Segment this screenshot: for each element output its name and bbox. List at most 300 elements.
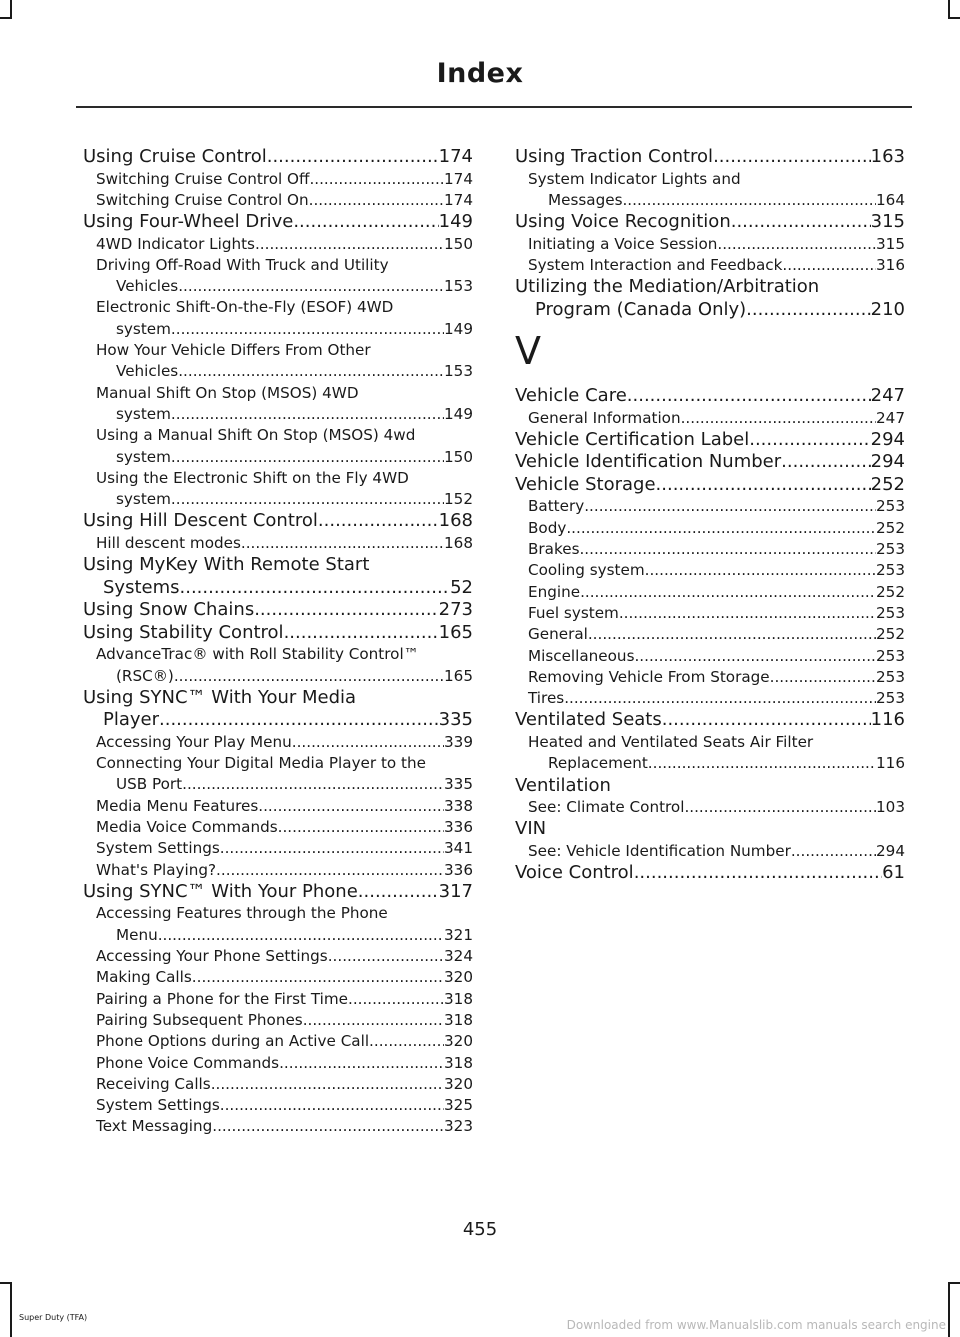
index-subentry	[83, 1010, 473, 1031]
entry-line	[528, 797, 905, 818]
index-entry	[515, 451, 905, 474]
entry-page-number: 174	[444, 190, 473, 209]
entry-label: Using Traction Control	[515, 146, 714, 167]
entry-page-number: 336	[444, 860, 473, 879]
entry-label: General Information	[528, 408, 681, 427]
dot-leader	[684, 797, 876, 818]
entry-page-number: 103	[876, 798, 905, 817]
index-subentry	[83, 732, 473, 753]
entry-line	[96, 732, 473, 753]
entry-label: Using SYNC™ With Your Media	[83, 686, 357, 708]
entry-label: (RSC®)	[116, 666, 174, 685]
entry-line	[96, 946, 473, 967]
index-subentry	[83, 838, 473, 859]
entry-line	[528, 518, 905, 539]
entry-label: Body	[528, 518, 567, 537]
dot-leader	[284, 622, 439, 645]
entry-label: Removing Vehicle From Storage	[528, 667, 770, 686]
entry-label: Utilizing the Mediation/Arbitration	[515, 276, 820, 298]
entry-page-number: 252	[876, 582, 905, 601]
index-subentry	[83, 1031, 473, 1052]
entry-page-number: 164	[876, 190, 905, 209]
entry-line	[83, 146, 473, 169]
entry-line	[96, 967, 473, 988]
entry-page-number: 149	[444, 404, 473, 423]
entry-page-number: 253	[876, 689, 905, 708]
dot-leader	[211, 1074, 444, 1095]
crop-mark	[948, 1282, 950, 1337]
entry-line	[528, 496, 905, 517]
entry-line	[96, 796, 473, 817]
entry-page-number: 338	[444, 796, 473, 815]
entry-line	[515, 474, 905, 497]
entry-label: See: Vehicle Identification Number	[528, 841, 791, 860]
watermark[interactable]: Downloaded from www.Manualslib.com manuals search engine	[566, 1318, 946, 1332]
index-subentry	[515, 646, 905, 667]
entry-line	[96, 1031, 473, 1052]
entry-label: Initiating a Voice Session	[528, 234, 718, 253]
entry-line	[528, 624, 905, 645]
dot-leader	[634, 646, 876, 667]
entry-page-number: 320	[444, 1032, 473, 1051]
entry-page-number: 316	[876, 255, 905, 274]
dot-leader	[255, 234, 444, 255]
entry-page-number: 163	[870, 146, 905, 167]
entry-label: Hill descent modes	[96, 533, 241, 552]
entry-label: Connecting Your Digital Media Player to the	[96, 754, 426, 773]
index-subentry	[83, 1116, 473, 1137]
dot-leader	[781, 451, 870, 474]
entry-line	[96, 404, 473, 425]
entry-label: Media Voice Commands	[96, 818, 278, 837]
index-subentry	[515, 688, 905, 709]
entry-page-number: 116	[876, 754, 905, 773]
entry-label: Vehicle Certification Label	[515, 428, 750, 450]
index-subentry	[83, 340, 473, 383]
entry-label: Making Calls	[96, 968, 192, 987]
entry-label: Heated and Ventilated Seats Air Filter	[528, 732, 814, 751]
entry-label: Battery	[528, 497, 585, 516]
index-entry	[83, 687, 473, 732]
entry-page-number: 320	[444, 968, 473, 987]
dot-leader	[662, 709, 871, 732]
entry-page-number: 152	[444, 490, 473, 509]
entry-line	[96, 666, 473, 687]
entry-page-number: 252	[876, 625, 905, 644]
entry-line	[96, 489, 473, 510]
entry-line	[515, 451, 905, 474]
entry-line	[528, 582, 905, 603]
entry-line	[96, 425, 473, 446]
dot-leader	[619, 603, 876, 624]
entry-label: Pairing a Phone for the First Time	[96, 989, 348, 1008]
index-subentry	[83, 989, 473, 1010]
dot-leader	[171, 489, 444, 510]
entry-label: Using Four-Wheel Drive	[83, 211, 294, 233]
entry-label: Media Menu Features	[96, 796, 259, 815]
entry-page-number: 253	[876, 497, 905, 516]
index-subentry	[83, 383, 473, 426]
dot-leader	[318, 510, 439, 533]
index-entry	[515, 211, 905, 234]
entry-page-number: 174	[444, 169, 473, 188]
index-subentry	[83, 255, 473, 298]
dot-leader	[171, 404, 444, 425]
index-subentry	[515, 624, 905, 645]
entry-label: AdvanceTrac® with Roll Stability Control™	[96, 645, 419, 664]
entry-line	[528, 667, 905, 688]
index-entry	[83, 881, 473, 904]
entry-line	[83, 577, 473, 600]
entry-line	[83, 709, 473, 732]
entry-page-number: 253	[876, 540, 905, 559]
entry-label: See: Climate Control	[528, 798, 685, 817]
index-column-left	[83, 146, 473, 1138]
entry-line	[528, 539, 905, 560]
dot-leader	[254, 599, 438, 622]
entry-page-number: 116	[870, 709, 905, 731]
index-entry	[515, 276, 905, 321]
index-entry	[515, 146, 905, 169]
entry-line	[515, 775, 905, 798]
index-subentry	[515, 518, 905, 539]
entry-page-number: 321	[444, 925, 473, 944]
entry-line	[96, 468, 473, 489]
entry-page-number: 210	[870, 298, 905, 320]
entry-page-number: 294	[876, 841, 905, 860]
entry-label: Switching Cruise Control On	[96, 190, 309, 209]
entry-line	[528, 732, 905, 753]
entry-label: Using Cruise Control	[83, 146, 267, 167]
crop-mark	[948, 17, 960, 19]
entry-page-number: 339	[444, 732, 473, 751]
index-entry	[83, 211, 473, 234]
entry-label: Using Stability Control	[83, 621, 284, 643]
entry-line	[96, 1053, 473, 1074]
entry-line	[528, 169, 905, 190]
index-subentry	[83, 860, 473, 881]
index-subentry	[515, 408, 905, 429]
dot-leader	[369, 1031, 444, 1052]
entry-label: VIN	[515, 818, 547, 840]
entry-page-number: 294	[870, 428, 905, 450]
entry-line	[528, 646, 905, 667]
dot-leader	[681, 408, 876, 429]
entry-label: Vehicle Care	[515, 385, 627, 407]
entry-line	[96, 190, 473, 211]
entry-page-number: 335	[444, 775, 473, 794]
index-subentry	[515, 797, 905, 818]
entry-page-number: 323	[444, 1117, 473, 1136]
dot-leader	[241, 533, 444, 554]
entry-page-number: 247	[870, 385, 905, 407]
entry-label: Replacement	[548, 754, 648, 773]
entry-label: Driving Off-Road With Truck and Utility	[96, 255, 389, 274]
dot-leader	[348, 989, 444, 1010]
entry-label: Program (Canada Only)	[535, 298, 747, 320]
entry-label: Manual Shift On Stop (MSOS) 4WD	[96, 383, 359, 402]
index-subentry	[83, 1074, 473, 1095]
entry-line	[96, 340, 473, 361]
dot-leader	[178, 361, 444, 382]
entry-line	[96, 753, 473, 774]
page-number: 455	[462, 1219, 498, 1240]
index-entry	[515, 385, 905, 408]
entry-line	[96, 925, 473, 946]
entry-page-number: 253	[876, 667, 905, 686]
index-subentry	[515, 582, 905, 603]
entry-page-number: 252	[870, 473, 905, 495]
entry-page-number: 149	[438, 211, 473, 233]
entry-line	[96, 1074, 473, 1095]
entry-page-number: 273	[438, 599, 473, 621]
index-subentry	[83, 297, 473, 340]
entry-page-number: 252	[876, 518, 905, 537]
entry-line	[96, 361, 473, 382]
entry-label: system	[116, 319, 171, 338]
dot-leader	[648, 753, 876, 774]
dot-leader	[580, 582, 876, 603]
entry-line	[96, 447, 473, 468]
entry-page-number: 341	[444, 839, 473, 858]
entry-line	[515, 211, 905, 234]
entry-label: Pairing Subsequent Phones	[96, 1010, 303, 1029]
entry-line	[528, 560, 905, 581]
entry-line	[96, 774, 473, 795]
entry-line	[83, 622, 473, 645]
dot-leader	[216, 860, 444, 881]
index-subentry	[83, 190, 473, 211]
entry-page-number: 168	[444, 533, 473, 552]
entry-page-number: 315	[870, 211, 905, 233]
index-subentry	[515, 255, 905, 276]
dot-leader	[158, 925, 444, 946]
entry-page-number: 324	[444, 947, 473, 966]
entry-page-number: 253	[876, 646, 905, 665]
entry-page-number: 335	[438, 709, 473, 731]
entry-page-number: 247	[876, 408, 905, 427]
index-subentry	[83, 753, 473, 796]
entry-page-number: 153	[444, 277, 473, 296]
entry-page-number: 318	[444, 1010, 473, 1029]
index-entry	[83, 554, 473, 599]
entry-label: USB Port	[116, 775, 183, 794]
index-subentry	[83, 946, 473, 967]
crop-mark	[10, 1282, 12, 1337]
index-subentry	[515, 539, 905, 560]
entry-page-number: 153	[444, 362, 473, 381]
entry-label: Using MyKey With Remote Start	[83, 554, 370, 576]
index-entry	[515, 709, 905, 732]
entry-line	[96, 1010, 473, 1031]
entry-label: Engine	[528, 582, 581, 601]
entry-page-number: 336	[444, 818, 473, 837]
dot-leader	[358, 881, 439, 904]
entry-page-number: 149	[444, 319, 473, 338]
entry-line	[96, 860, 473, 881]
entry-label: Vehicle Identification Number	[515, 451, 782, 473]
entry-label: Miscellaneous	[528, 646, 635, 665]
entry-label: Vehicle Storage	[515, 473, 656, 495]
entry-label: Phone Voice Commands	[96, 1053, 280, 1072]
index-column-right	[515, 146, 905, 885]
index-subentry	[515, 841, 905, 862]
entry-line	[528, 190, 905, 211]
entry-line	[83, 881, 473, 904]
entry-label: Using a Manual Shift On Stop (MSOS) 4wd	[96, 426, 416, 445]
index-letter-heading	[515, 329, 905, 374]
entry-label: Using the Electronic Shift on the Fly 4WD	[96, 468, 409, 487]
dot-leader	[258, 796, 444, 817]
crop-mark	[948, 1282, 960, 1284]
dot-leader	[566, 518, 876, 539]
entry-page-number: 174	[438, 146, 473, 167]
entry-line	[528, 688, 905, 709]
entry-label: Ventilation	[515, 774, 611, 796]
entry-label: Ventilated Seats	[515, 709, 662, 731]
entry-line	[515, 146, 905, 169]
dot-leader	[746, 299, 870, 322]
dot-leader	[292, 732, 444, 753]
entry-label: system	[116, 447, 171, 466]
entry-label: Using SYNC™ With Your Phone	[83, 880, 358, 902]
entry-line	[83, 211, 473, 234]
dot-leader	[717, 234, 876, 255]
dot-leader	[278, 817, 444, 838]
dot-leader	[645, 560, 876, 581]
index-subentry	[515, 667, 905, 688]
index-subentry	[515, 169, 905, 212]
entry-label: Switching Cruise Control Off	[96, 169, 310, 188]
dot-leader	[309, 190, 444, 211]
entry-page-number: 150	[444, 447, 473, 466]
index-subentry	[83, 425, 473, 468]
index-subentry	[83, 1095, 473, 1116]
index-subentry	[515, 603, 905, 624]
entry-page-number: 52	[450, 576, 473, 598]
index-subentry	[83, 533, 473, 554]
dot-leader	[279, 1053, 444, 1074]
dot-leader	[159, 709, 439, 732]
index-subentry	[83, 468, 473, 511]
entry-line	[515, 709, 905, 732]
entry-label: Accessing Your Phone Settings	[96, 947, 328, 966]
entry-line	[528, 603, 905, 624]
entry-label: Fuel system	[528, 603, 619, 622]
entry-page-number: 325	[444, 1096, 473, 1115]
index-entry	[515, 429, 905, 452]
entry-label: Phone Options during an Active Call	[96, 1032, 370, 1051]
entry-line	[96, 1116, 473, 1137]
entry-label: Brakes	[528, 540, 580, 559]
entry-label: Tires	[528, 689, 565, 708]
entry-label: System Interaction and Feedback	[528, 255, 783, 274]
entry-label: Cooling system	[528, 561, 645, 580]
index-entry	[83, 599, 473, 622]
entry-line	[96, 234, 473, 255]
entry-label: system	[116, 490, 171, 509]
entry-line	[96, 255, 473, 276]
entry-page-number: 318	[444, 1053, 473, 1072]
dot-leader	[192, 967, 444, 988]
entry-page-number: 168	[438, 510, 473, 532]
index-subentry	[515, 732, 905, 775]
entry-label: System Settings	[96, 839, 220, 858]
entry-line	[515, 299, 905, 322]
entry-label: system	[116, 404, 171, 423]
dot-leader	[713, 146, 871, 169]
entry-line	[96, 276, 473, 297]
index-entry	[515, 775, 905, 798]
entry-line	[83, 510, 473, 533]
entry-line	[515, 862, 905, 885]
index-subentry	[83, 796, 473, 817]
entry-page-number: 165	[444, 666, 473, 685]
entry-label: Using Hill Descent Control	[83, 510, 318, 532]
entry-page-number: 317	[438, 880, 473, 902]
entry-page-number: 294	[870, 451, 905, 473]
index-subentry	[83, 234, 473, 255]
dot-leader	[791, 841, 876, 862]
index-entry	[515, 862, 905, 885]
dot-leader	[622, 190, 876, 211]
entry-label: Accessing Features through the Phone	[96, 904, 388, 923]
entry-line	[96, 989, 473, 1010]
dot-leader	[178, 276, 444, 297]
entry-line	[515, 276, 905, 299]
index-subentry	[83, 967, 473, 988]
index-entry	[83, 146, 473, 169]
dot-leader	[588, 624, 876, 645]
entry-label: Electronic Shift-On-the-Fly (ESOF) 4WD	[96, 298, 394, 317]
entry-label: Voice Control	[515, 862, 634, 884]
entry-line	[83, 599, 473, 622]
entry-label: Vehicles	[116, 362, 179, 381]
entry-line	[96, 838, 473, 859]
entry-label: What's Playing?	[96, 860, 217, 879]
dot-leader	[303, 1010, 444, 1031]
dot-leader	[171, 447, 444, 468]
index-subentry	[83, 169, 473, 190]
header-divider	[76, 106, 912, 108]
entry-label: Vehicles	[116, 277, 179, 296]
page-title: Index	[436, 58, 524, 89]
crop-mark	[0, 17, 12, 19]
entry-label: Receiving Calls	[96, 1074, 211, 1093]
index-entry	[83, 622, 473, 645]
entry-line	[515, 818, 905, 841]
entry-page-number: 315	[876, 234, 905, 253]
dot-leader	[267, 146, 439, 169]
entry-line	[528, 234, 905, 255]
index-entry	[515, 818, 905, 841]
entry-page-number: 165	[438, 621, 473, 643]
index-subentry	[83, 817, 473, 838]
entry-label: Player	[103, 709, 160, 731]
dot-leader	[174, 666, 444, 687]
entry-line	[528, 753, 905, 774]
index-subentry	[515, 560, 905, 581]
entry-page-number: 150	[444, 234, 473, 253]
dot-leader	[634, 862, 882, 885]
index-subentry	[83, 903, 473, 946]
entry-line	[96, 383, 473, 404]
dot-leader	[770, 667, 876, 688]
entry-label: V	[515, 329, 541, 374]
dot-leader	[309, 169, 444, 190]
entry-line	[96, 319, 473, 340]
dot-leader	[656, 474, 871, 497]
